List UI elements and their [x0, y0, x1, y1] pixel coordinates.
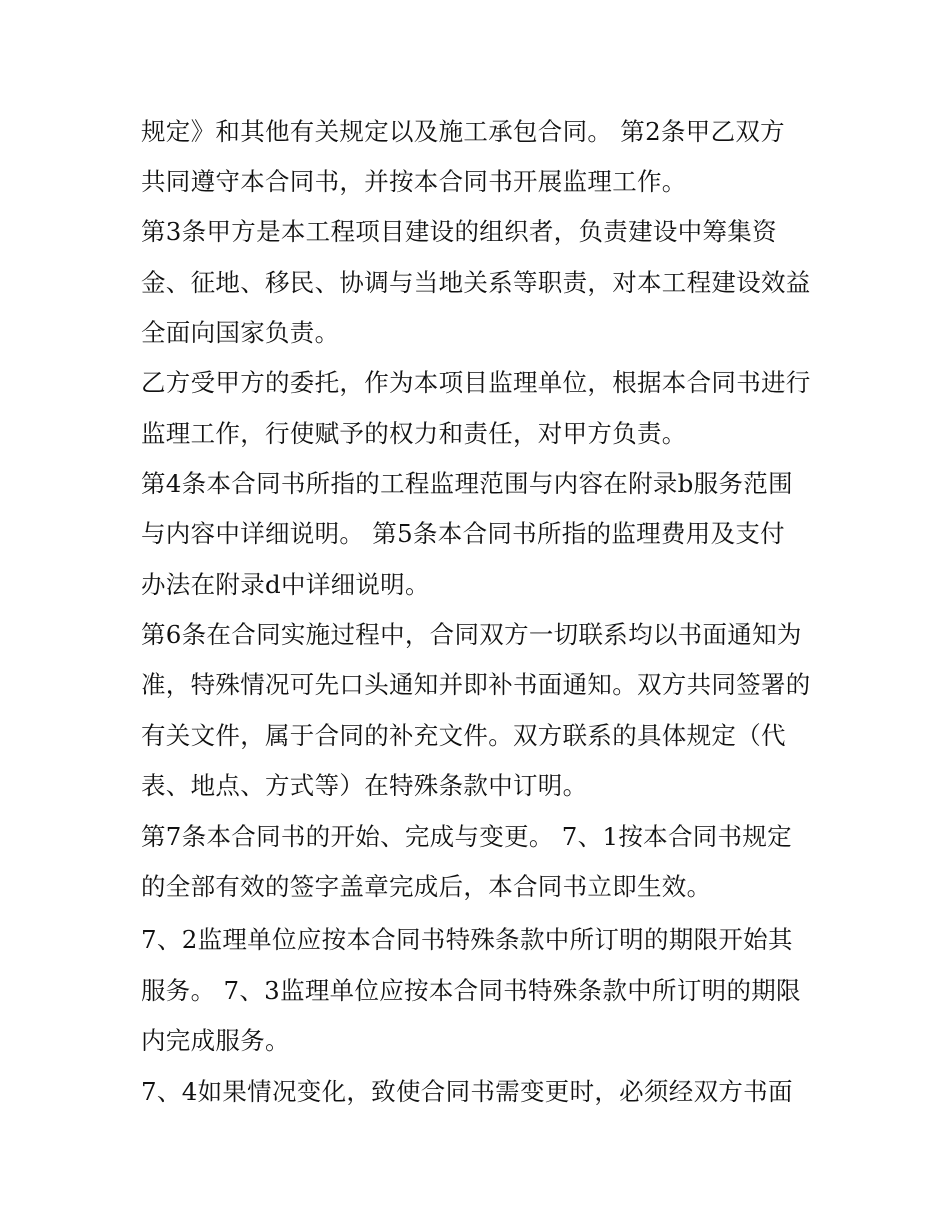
text-line: 第3条甲方是本工程项目建设的组织者，负责建设中筹集资 [141, 217, 777, 246]
text-line: 表、地点、方式等）在特殊条款中订明。 [141, 771, 588, 800]
text-line: 与内容中详细说明。 第5条本合同书所指的监理费用及支付 [141, 519, 785, 548]
text-line: 7、2监理单位应按本合同书特殊条款中所订明的期限开始其 [141, 925, 793, 954]
text-line: 服务。 7、3监理单位应按本合同书特殊条款中所订明的期限 [141, 976, 801, 1005]
text-line: 第7条本合同书的开始、完成与变更。 7、1按本合同书规定 [141, 822, 792, 851]
text-line: 准，特殊情况可先口头通知并即补书面通知。双方共同签署的 [141, 670, 811, 699]
text-line: 监理工作，行使赋予的权力和责任，对甲方负责。 [141, 419, 687, 448]
text-line: 共同遵守本合同书，并按本合同书开展监理工作。 [141, 167, 687, 196]
text-line: 金、征地、移民、协调与当地关系等职责，对本工程建设效益 [141, 268, 811, 297]
text-line: 第6条在合同实施过程中，合同双方一切联系均以书面通知为 [141, 620, 802, 649]
text-line: 第4条本合同书所指的工程监理范围与内容在附录b服务范围 [141, 469, 793, 498]
text-line: 7、4如果情况变化，致使合同书需变更时，必须经双方书面 [141, 1077, 793, 1106]
text-line: 办法在附录d中详细说明。 [141, 570, 430, 599]
text-line: 有关文件，属于合同的补充文件。双方联系的具体规定（代 [141, 721, 786, 750]
text-line: 内完成服务。 [141, 1026, 290, 1055]
text-line: 规定》和其他有关规定以及施工承包合同。 第2条甲乙双方 [141, 117, 785, 146]
text-line: 的全部有效的签字盖章完成后，本合同书立即生效。 [141, 872, 712, 901]
text-line: 全面向国家负责。 [141, 318, 340, 347]
text-line: 乙方受甲方的委托，作为本项目监理单位，根据本合同书进行 [141, 368, 811, 397]
